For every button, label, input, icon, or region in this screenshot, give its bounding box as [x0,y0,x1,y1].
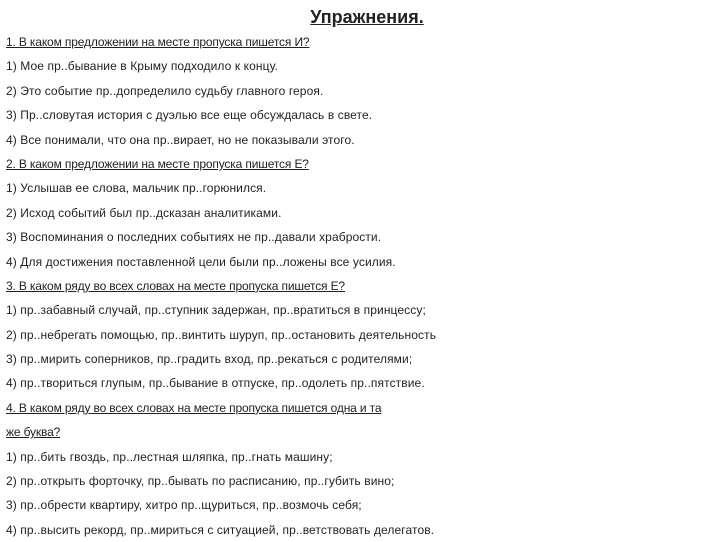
answer-option: 4) Все понимали, что она пр..вирает, но не показывали этого. [6,132,355,147]
answer-option: 1) Услышав ее слова, мальчик пр..горюнился. [6,181,267,196]
exercise-lines [6,30,718,542]
answer-option: 2) пр..открыть форточку, пр..бывать по расписанию, пр..губить вино; [6,474,395,489]
answer-option: 3) пр..мирить соперников, пр..градить вход, пр..рекаться с родителями; [6,352,413,367]
question-text: 4. В каком ряду во всех словах на месте пропуска пишется одна и та [6,400,382,415]
question-text: же буква? [6,425,61,440]
page-title: Упражнения. [310,7,424,27]
answer-option: 1) пр..бить гвоздь, пр..лестная шляпка, пр..гнать машину; [6,449,333,464]
answer-option: 2) Это событие пр..допределило судьбу главного героя. [6,83,324,98]
answer-option: 1) Мое пр..бывание в Крыму подходило к концу. [6,59,278,74]
answer-option: 1) пр..забавный случай, пр..ступник задержан, пр..вратиться в принцессу; [6,303,426,318]
question-text: 1. В каком предложении на месте пропуска пишется И? [6,35,310,49]
answer-option: 3) Воспоминания о последних событиях не пр..давали храбрости. [6,230,382,245]
answer-option: 2) Исход событий был пр..дсказан аналитиками. [6,205,282,220]
question-text: 2. В каком предложении на месте пропуска пишется Е? [6,156,309,171]
answer-option: 4) пр..твориться глупым, пр..бывание в отпуске, пр..одолеть пр..пятствие. [6,376,425,391]
question-text: 3. В каком ряду во всех словах на месте пропуска пишется Е? [6,278,345,293]
answer-option: 4) пр..высить рекорд, пр..мириться с ситуацией, пр..ветствовать делегатов. [6,522,435,537]
answer-option: 3) Пр..словутая история с дуэлью все еще обсуждалась в свете. [6,108,373,123]
answer-option: 2) пр..небрегать помощью, пр..винтить шуруп, пр..остановить деятельность [6,327,437,342]
answer-option: 4) Для достижения поставленной цели были пр..ложены все усилия. [6,254,396,269]
answer-option: 3) пр..обрести квартиру, хитро пр..щуриться, пр..возмочь себя; [6,498,362,513]
exercise-page [6,4,718,542]
